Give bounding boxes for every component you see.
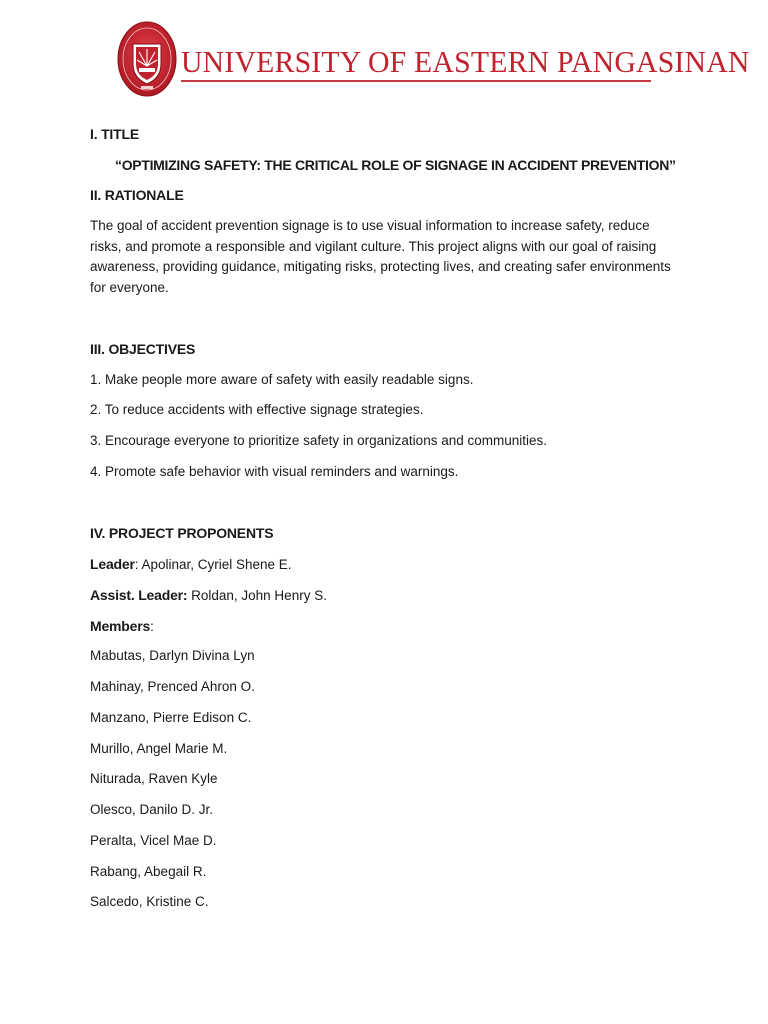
objective-item: 2. To reduce accidents with effective signage strategies. bbox=[90, 402, 424, 417]
university-name: UNIVERSITY OF EASTERN PANGASINAN bbox=[181, 44, 750, 79]
objective-item: 1. Make people more aware of safety with easily readable signs. bbox=[90, 372, 474, 387]
section-heading-title: I. TITLE bbox=[90, 126, 139, 142]
assist-leader-label: Assist. Leader: bbox=[90, 587, 188, 603]
objective-item: 4. Promote safe behavior with visual reminders and warnings. bbox=[90, 464, 459, 479]
members-label: Members bbox=[90, 618, 151, 634]
header-underline bbox=[181, 80, 651, 82]
section-heading-rationale: II. RATIONALE bbox=[90, 187, 184, 203]
leader-name: : Apolinar, Cyriel Shene E. bbox=[134, 557, 292, 572]
member-name: Rabang, Abegail R. bbox=[90, 864, 207, 879]
university-seal-logo bbox=[117, 20, 177, 98]
leader-row bbox=[90, 556, 690, 572]
members-row bbox=[90, 618, 690, 634]
assist-leader-name: Roldan, John Henry S. bbox=[187, 588, 327, 603]
rationale-paragraph: The goal of accident prevention signage is to use visual information to increase safety, reduce risks, and promote a responsible and vigilant culture. This project aligns with our goal of raising awareness, providing guidance, mitigating risks, protecting lives, and creating safer environments for everyone. bbox=[90, 218, 671, 295]
project-title: “OPTIMIZING SAFETY: THE CRITICAL ROLE OF SIGNAGE IN ACCIDENT PREVENTION” bbox=[115, 157, 676, 173]
member-name: Salcedo, Kristine C. bbox=[90, 894, 209, 909]
member-name: Manzano, Pierre Edison C. bbox=[90, 710, 252, 725]
member-name: Murillo, Angel Marie M. bbox=[90, 741, 228, 756]
member-name: Mabutas, Darlyn Divina Lyn bbox=[90, 648, 255, 663]
member-name: Peralta, Vicel Mae D. bbox=[90, 833, 217, 848]
section-heading-objectives: III. OBJECTIVES bbox=[90, 341, 196, 357]
member-name: Olesco, Danilo D. Jr. bbox=[90, 802, 214, 817]
member-name: Mahinay, Prenced Ahron O. bbox=[90, 679, 255, 694]
member-name: Niturada, Raven Kyle bbox=[90, 771, 218, 786]
university-header bbox=[115, 18, 750, 100]
section-heading-proponents: IV. PROJECT PROPONENTS bbox=[90, 525, 274, 541]
leader-label: Leader bbox=[90, 556, 135, 572]
assist-leader-row bbox=[90, 587, 690, 603]
objective-item: 3. Encourage everyone to prioritize safety in organizations and communities. bbox=[90, 433, 547, 448]
members-colon: : bbox=[150, 619, 154, 634]
